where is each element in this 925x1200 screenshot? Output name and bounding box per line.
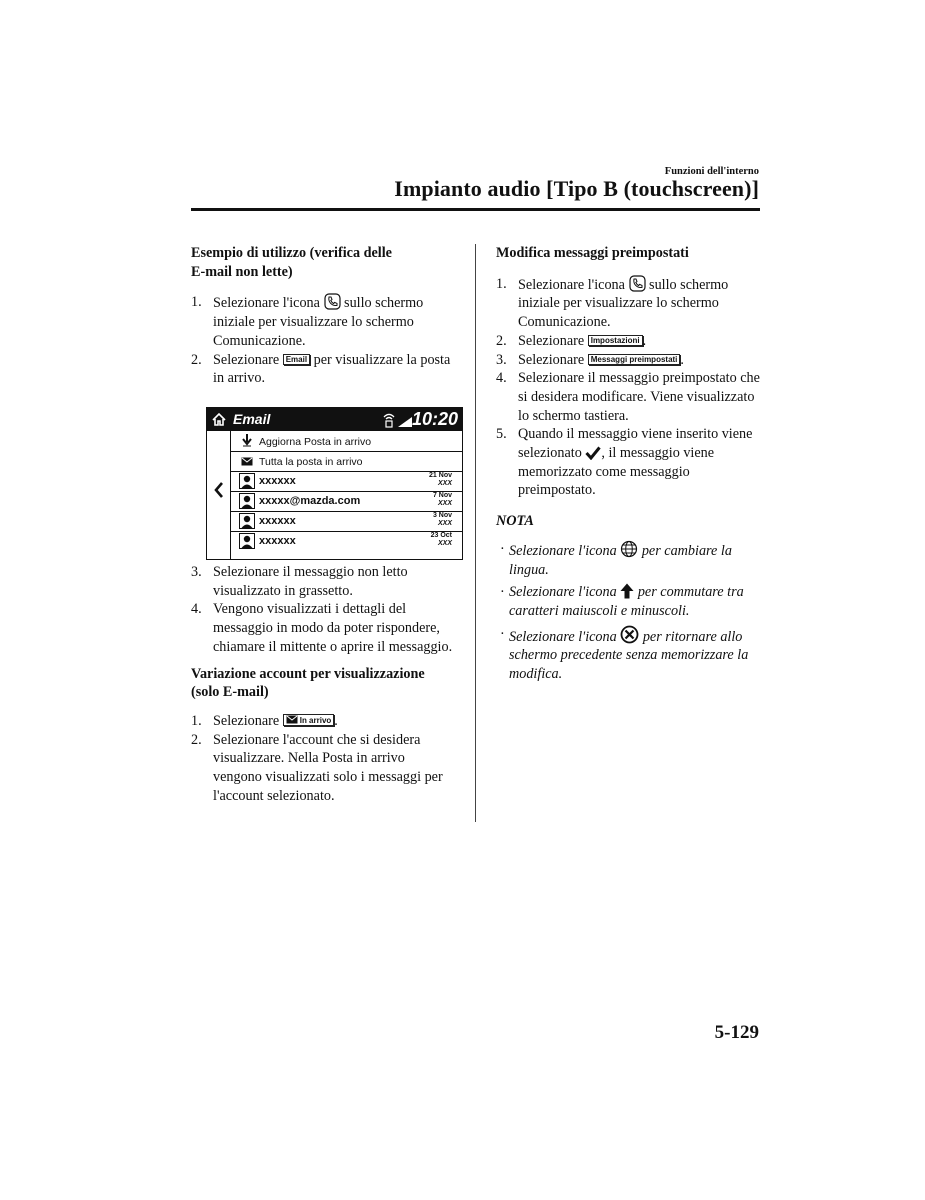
step-number: 1. <box>496 275 507 292</box>
settings-button-tag: Impostazioni <box>588 335 643 346</box>
wifi-signal-icon <box>382 411 414 428</box>
sender-label: xxxxxx <box>259 475 296 487</box>
step-number: 2. <box>496 332 507 349</box>
phone-icon <box>324 293 341 310</box>
step-item <box>191 293 456 350</box>
inbox-button-tag <box>283 714 335 726</box>
date-sub: XXX <box>437 480 452 487</box>
step-text: sullo schermo iniziale per visualizzare lo schermo Comunicazione. <box>518 276 729 331</box>
sender-label: xxxxxx <box>259 515 296 527</box>
step-text: Selezionare il messaggio preimpostato che si desidera modificare. Viene visualizzato lo schermo tastiera. <box>518 370 760 424</box>
step-item <box>191 712 456 731</box>
step-number: 4. <box>496 370 507 387</box>
note-text: per commutare tra caratteri maiuscoli e minuscoli. <box>509 584 744 619</box>
message-date <box>429 472 452 488</box>
contact-icon <box>239 473 255 489</box>
email-screen <box>206 407 463 560</box>
sender-label: xxxxxx <box>259 535 296 547</box>
step-text: . <box>334 712 338 729</box>
step-item <box>496 425 761 500</box>
step-item <box>191 600 456 656</box>
note-item <box>496 625 761 684</box>
email-button-tag: Email <box>283 354 310 365</box>
bullet: · <box>500 584 505 601</box>
step-text: , il messaggio viene memorizzato come messaggio preimpostato. <box>518 445 715 499</box>
note-item <box>496 583 761 620</box>
steps-list <box>191 563 456 657</box>
note-text: per ritornare allo schermo precedente senza memorizzare la modifica. <box>509 628 749 683</box>
step-number: 3. <box>191 564 202 580</box>
preset-messages-button-tag: Messaggi preimpostati <box>588 354 681 365</box>
step-text: . <box>680 351 684 368</box>
step-item <box>496 351 761 370</box>
envelope-icon <box>241 457 253 466</box>
contact-icon <box>239 513 255 529</box>
note-text: per cambiare la lingua. <box>509 542 732 578</box>
heading-preset-messages: Modifica messaggi preimpostati <box>496 245 689 261</box>
steps-list <box>191 712 456 806</box>
step-text: per visualizzare la posta in arrivo. <box>213 351 451 387</box>
step-text: Selezionare <box>518 351 588 368</box>
row-all-inbox[interactable] <box>231 452 462 472</box>
step-number: 2. <box>191 351 202 368</box>
heading-line: E-mail non lette) <box>191 263 293 280</box>
step-text: Selezionare <box>518 332 588 349</box>
steps-list <box>191 293 456 388</box>
note-text: Selezionare l'icona <box>509 628 617 645</box>
note-item <box>496 540 761 579</box>
step-text: Vengono visualizzati i dettagli del messaggio in modo da poter rispondere, chiamare il mittente o aprire il messaggio. <box>213 601 453 655</box>
step-number: 1. <box>191 712 202 729</box>
step-item <box>191 563 456 600</box>
date-text: 21 Nov <box>429 472 452 479</box>
contact-icon <box>239 493 255 509</box>
envelope-icon <box>286 715 298 724</box>
step-text: . <box>642 332 647 349</box>
heading-line: Variazione account per visualizzazione <box>191 665 425 682</box>
message-row[interactable] <box>231 472 462 492</box>
message-row[interactable] <box>231 492 462 512</box>
globe-icon <box>620 540 638 558</box>
row-refresh-inbox[interactable] <box>231 432 462 452</box>
step-text: Quando il messaggio viene inserito viene selezionato <box>518 426 753 462</box>
step-number: 4. <box>191 601 202 618</box>
note-text: Selezionare l'icona <box>509 542 617 559</box>
left-column-top <box>191 244 456 388</box>
message-row[interactable] <box>231 532 462 551</box>
heading-email-example <box>191 244 456 281</box>
message-date <box>433 512 452 528</box>
download-arrow-icon <box>242 433 252 447</box>
date-sub: XXX <box>437 540 452 547</box>
step-item <box>496 369 761 425</box>
date-sub: XXX <box>437 500 452 507</box>
phone-icon <box>629 275 646 292</box>
cancel-circle-icon <box>620 625 639 644</box>
message-row[interactable] <box>231 512 462 532</box>
shift-arrow-icon <box>620 583 634 599</box>
page-title: Impianto audio [Tipo B (touchscreen)] <box>394 176 759 201</box>
step-item <box>191 731 456 806</box>
step-text: Selezionare <box>213 351 283 368</box>
step-number: 2. <box>191 731 202 748</box>
step-text: Selezionare l'account che si desidera visualizzare. Nella Posta in arrivo vengono visualizzati solo i messaggi per l'account selezionato. <box>213 731 443 804</box>
page-number: 5-129 <box>714 1022 759 1043</box>
step-text: Selezionare <box>213 712 283 729</box>
date-text: 23 Oct <box>430 532 452 539</box>
note-heading: NOTA <box>496 513 534 530</box>
left-column-bottom <box>191 563 456 805</box>
step-text: Selezionare il messaggio non letto visualizzato in grassetto. <box>213 564 408 599</box>
heading-account-view <box>191 665 456 702</box>
step-item <box>496 332 761 351</box>
bullet: · <box>500 625 505 642</box>
sender-label: xxxxx@mazda.com <box>259 495 361 507</box>
step-text: Selezionare l'icona <box>518 276 625 293</box>
inbox-tag-label: In arrivo <box>299 715 332 725</box>
date-text: 3 Nov <box>432 512 452 519</box>
screen-clock: 10:20 <box>411 409 458 429</box>
screen-back-area[interactable] <box>207 431 231 559</box>
home-icon <box>212 413 226 426</box>
heading-line: (solo E-mail) <box>191 684 269 701</box>
screen-status-bar <box>207 408 462 431</box>
checkmark-icon <box>585 446 601 460</box>
step-number: 3. <box>496 351 507 368</box>
message-date <box>431 532 452 548</box>
row-label: Tutta la posta in arrivo <box>259 456 363 468</box>
step-item <box>496 275 761 332</box>
screen-title: Email <box>233 411 271 427</box>
bullet: · <box>500 540 505 557</box>
row-label: Aggiorna Posta in arrivo <box>259 436 372 448</box>
title-rule <box>191 208 760 211</box>
step-text: Selezionare l'icona <box>213 295 320 312</box>
contact-icon <box>239 533 255 549</box>
right-column <box>496 244 761 688</box>
date-text: 7 Nov <box>432 492 452 499</box>
step-number: 1. <box>191 294 202 311</box>
back-chevron-icon[interactable] <box>213 481 224 499</box>
date-sub: XXX <box>437 520 452 527</box>
step-text: sullo schermo iniziale per visualizzare lo schermo Comunicazione. <box>213 295 424 349</box>
steps-list <box>496 275 761 500</box>
note-text: Selezionare l'icona <box>509 584 617 601</box>
heading-line: Esempio di utilizzo (verifica delle <box>191 245 392 261</box>
step-number: 5. <box>496 426 507 443</box>
notes-list <box>496 540 761 684</box>
step-item <box>191 351 456 388</box>
message-date <box>433 492 452 508</box>
section-label: Funzioni dell'interno <box>664 166 759 177</box>
column-divider <box>475 244 476 822</box>
